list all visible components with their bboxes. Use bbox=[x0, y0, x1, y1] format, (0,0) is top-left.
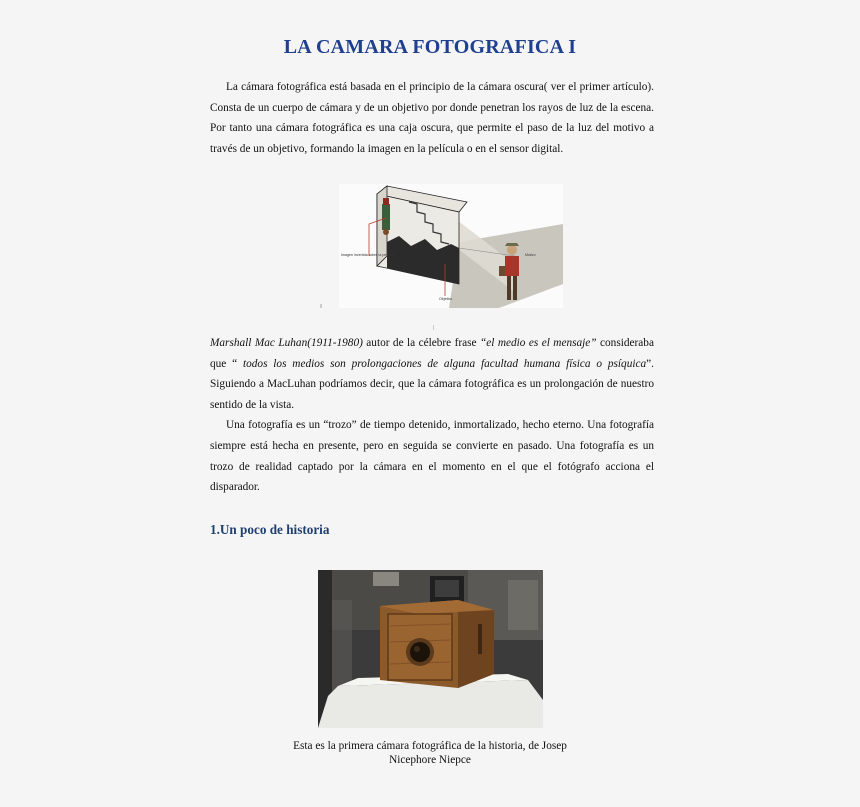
paragraph2-text-1: autor de la célebre frase bbox=[362, 337, 480, 349]
quote-all-media: todos los medios son prolongaciones de alguna facultad humana física o psíquica bbox=[242, 357, 647, 370]
figure-caption bbox=[260, 739, 600, 767]
artifact-mark bbox=[320, 304, 322, 308]
intro-paragraph bbox=[210, 77, 654, 159]
diagram-label-right: Motivo bbox=[525, 253, 536, 257]
photography-paragraph: Una fotografía es un “trozo” de tiempo detenido, inmortalizado, hecho eterno. Una fotografía siempre está hecha en presente, pero en seguida se convierte en pasado. Una fotografía es un trozo de realidad captado por la cámara en el momento en el que el fotógrafo acciona el disparador. bbox=[210, 419, 654, 494]
quote-medium-message: “el medio es el mensaje” bbox=[479, 337, 597, 349]
person-figure bbox=[505, 256, 519, 276]
diagram-label-left: Imagen invertida sobre la película bbox=[341, 253, 395, 257]
caption-line-1: Esta es la primera cámara fotográfica de la historia, de Josep bbox=[293, 740, 567, 752]
diagram-label-bottom: Objetivo bbox=[439, 297, 453, 301]
section-heading: 1.Un poco de historia bbox=[210, 522, 330, 537]
paragraph2-text-2: consideraba que “ bbox=[210, 337, 654, 370]
camera-obscura-diagram bbox=[339, 184, 563, 308]
niepce-camera-photo bbox=[318, 570, 543, 728]
artifact-mark bbox=[433, 325, 434, 330]
author-name: Marshall Mac Luhan(1911-1980) bbox=[210, 337, 363, 349]
paragraph2-text-3: ”. Siguiendo a MacLuhan podríamos decir, que la cámara fotográfica es un prolongación de nuestro sentido de la vista. bbox=[210, 357, 654, 411]
body-paragraphs bbox=[210, 333, 654, 498]
page-title: LA CAMARA FOTOGRAFICA I bbox=[283, 36, 577, 58]
intro-text: La cámara fotográfica está basada en el principio de la cámara oscura( ver el primer artículo). Consta de un cuerpo de cámara y de un objetivo por donde penetran los rayos de luz de la escena. Por tanto una cámara fotográfica es una caja oscura, que permite el paso de la luz del motivo a través de un objetivo, formando la imagen en la película o en el sensor digital. bbox=[210, 81, 654, 155]
caption-line-2: Nicephore Niepce bbox=[389, 754, 471, 766]
